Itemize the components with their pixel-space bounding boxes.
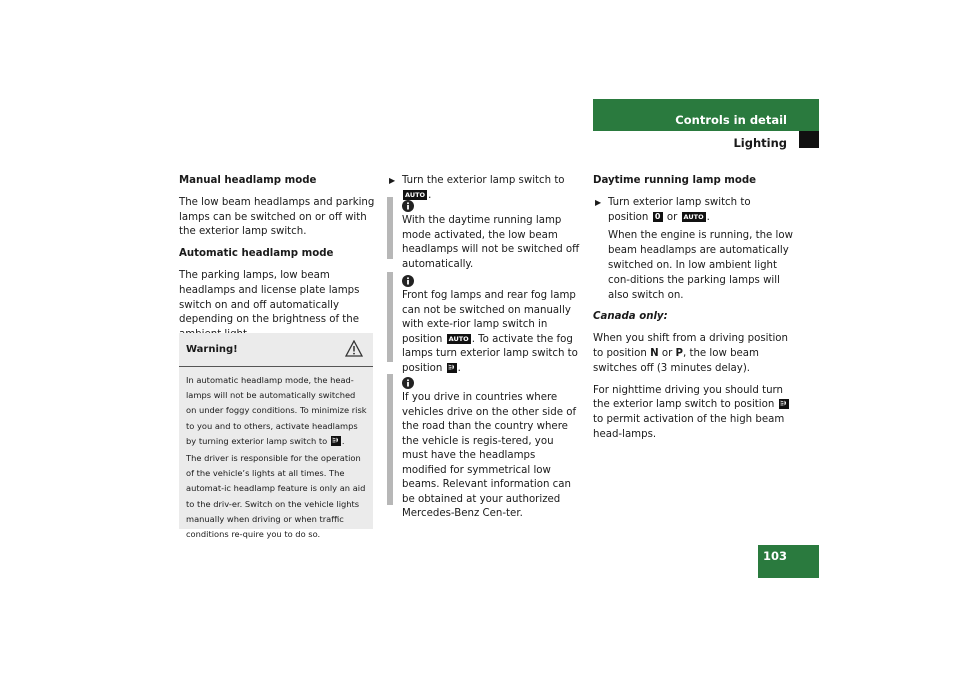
paragraph-manual-mode: The low beam headlamps and parking lamps can be switched on or off with the exterior lamp switch.	[179, 196, 375, 238]
info-note-1	[387, 197, 582, 270]
arrow-bullet-icon: ▶	[595, 197, 602, 207]
section-header-bar	[593, 99, 819, 131]
column-3	[593, 174, 793, 450]
auto-key: AUTO	[405, 190, 426, 199]
section-marker	[799, 131, 819, 148]
arrow-bullet-icon: ▶	[389, 176, 396, 185]
page-number: 103	[762, 549, 787, 563]
low-beam-icon	[331, 436, 341, 446]
low-beam-icon	[447, 363, 457, 373]
canada-text-a: When you shift from a driving position to position	[593, 333, 788, 359]
subsection-title: Lighting	[733, 136, 787, 150]
paragraph-canada-2	[593, 384, 793, 443]
daytime-explanation: When the engine is running, the low beam headlamps are automatically switched on. In low ambient light con-ditions the parking lamps will also switch on.	[608, 230, 793, 301]
low-beam-icon	[779, 399, 789, 409]
warning-body	[186, 373, 368, 544]
heading-automatic-mode: Automatic headlamp mode	[179, 248, 334, 260]
warning-box	[179, 333, 373, 540]
warning-paragraph-2: The driver is responsible for the operation of the vehicle’s lights at all times. The automat-ic headlamp feature is only an aid to the driv-er. Switch on the vehicle lights manually when driving or when traffic conditions re-quire you to do so.	[186, 453, 366, 540]
instruction-daytime-text: Turn exterior lamp switch to position	[608, 196, 751, 223]
info-note-3	[387, 374, 582, 519]
heading-manual-mode: Manual headlamp mode	[179, 175, 317, 186]
canada-or: or	[661, 347, 673, 359]
note-2-text	[402, 289, 582, 376]
column-1	[179, 174, 375, 350]
subsection-bar	[593, 131, 799, 151]
instruction-daytime-end: .	[706, 211, 710, 223]
auto-key: AUTO	[683, 212, 704, 221]
instruction-daytime	[593, 196, 793, 226]
page-number-box	[758, 545, 819, 578]
instruction-text: Turn the exterior lamp switch to	[402, 175, 565, 186]
info-note-2	[387, 272, 582, 374]
auto-key: AUTO	[448, 334, 469, 343]
warning-paragraph-1	[186, 373, 368, 449]
paragraph-canada-1	[593, 332, 793, 376]
zero-key: 0	[653, 212, 663, 222]
instruction-or: or	[666, 211, 678, 223]
heading-daytime-mode: Daytime running lamp mode	[593, 175, 757, 186]
warning-triangle-icon	[345, 340, 363, 361]
warning-text-1a: In automatic headlamp mode, the head-lamps will not be automatically switched on under foggy conditions. To minimize risk to you and to others, activate headlamps by turning exterior lamp switch to	[186, 375, 367, 446]
note-1-text: With the daytime running lamp mode activated, the low beam headlamps will not be switched off automatically.	[402, 215, 580, 270]
note-bar	[387, 374, 393, 505]
warning-divider	[179, 366, 373, 367]
note-bar	[387, 197, 393, 259]
note-bar	[387, 272, 393, 362]
warning-title: Warning!	[186, 344, 238, 355]
warning-text-1b: .	[341, 435, 345, 446]
gear-n: N	[650, 347, 659, 359]
note-2-part-a: Front fog lamps and rear fog lamp can not be switched on manually with exte-rior lamp switch in position	[402, 290, 576, 345]
gear-p: P	[675, 347, 683, 359]
note-3-text: If you drive in countries where vehicles drive on the other side of the road than the country where the vehicle is regis-tered, you must have the headlamps modified for symmetrical low beams. Relevant information can be obtained at your authorized Mercedes-Benz Cen-ter.	[402, 392, 577, 519]
note-2-part-b: . To activate the fog lamps turn exterior lamp switch to position	[402, 333, 578, 374]
instruction-end: .	[428, 189, 432, 201]
canada-text-b: , the low beam switches off (3 minutes delay).	[593, 347, 759, 374]
night-text-a: For nighttime driving you should turn the exterior lamp switch to position	[593, 384, 783, 411]
night-text-b: to permit activation of the high beam head-lamps.	[593, 414, 785, 440]
paragraph-automatic-mode: The parking lamps, low beam headlamps and license plate lamps switch on and off automatically depending on the brightness of the	[179, 269, 360, 326]
section-title: Controls in detail	[675, 113, 787, 127]
heading-canada: Canada only:	[593, 311, 668, 323]
note-2-part-c: .	[457, 362, 461, 374]
